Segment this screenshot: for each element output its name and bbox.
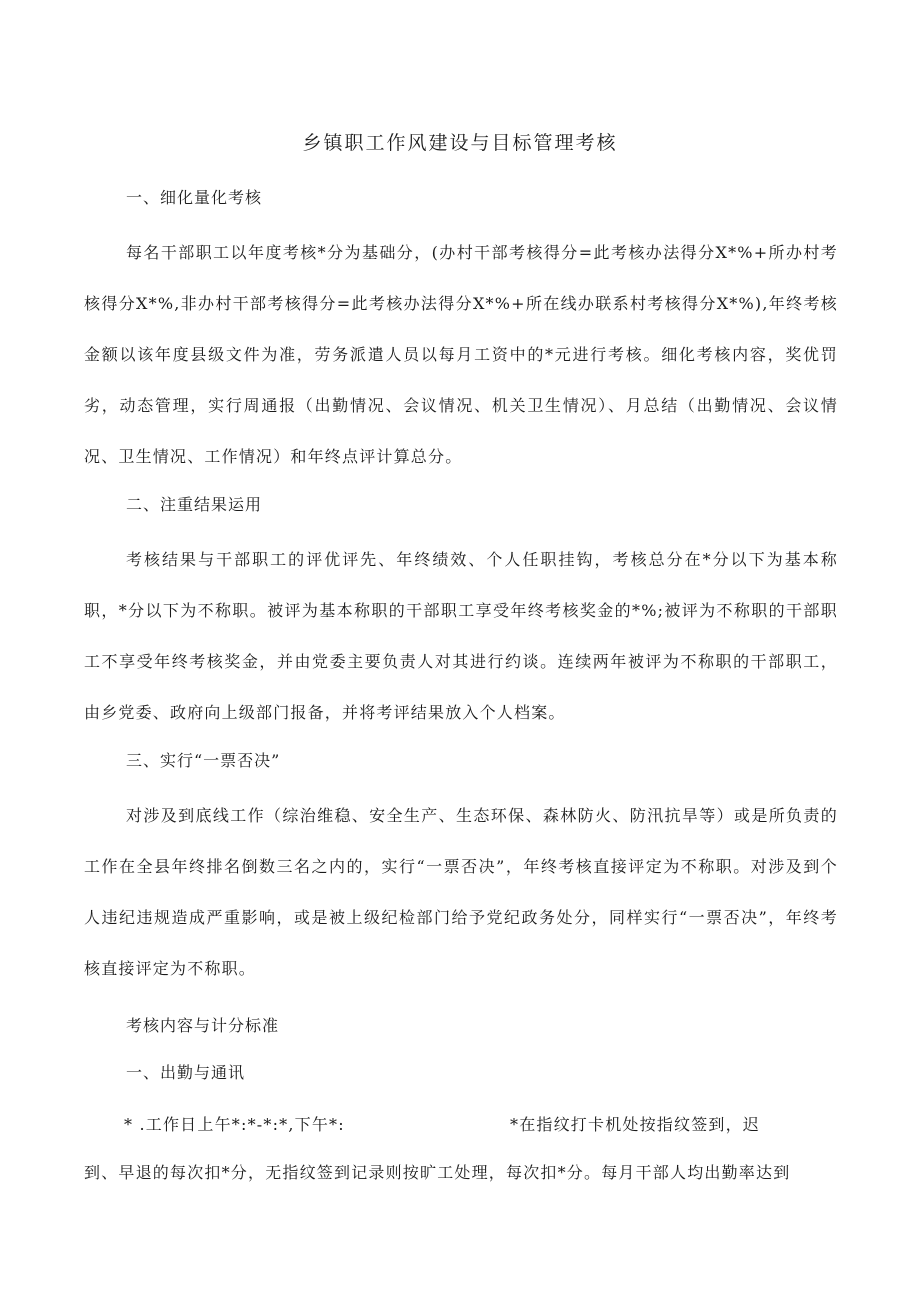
attendance-line-2: 到、早退的每次扣*分，无指纹签到记录则按旷工处理，每次扣*分。每月干部人均出勤率达到 [84,1163,791,1182]
section-paragraph-2: 考核结果与干部职工的评优评先、年终绩效、个人任职挂钩，考核总分在*分以下为基本称职，*分以下为不称职。被评为基本称职的干部职工享受年终考核奖金的*%;被评为不称职的干部职工不享受年终考核奖金，并由党委主要负责人对其进行约谈。连续两年被评为不称职的干部职工，由乡党委、政府向上级部门报备，并将考评结果放入个人档案。 [84,550,838,722]
attendance-line-1-left: * .工作日上午*:*-*:*,下午*: [124,1115,345,1134]
section-heading-1: 一、细化量化考核 [126,188,263,207]
attendance-line-1-right: *在指纹打卡机处按指纹签到，迟 [510,1115,761,1134]
section-paragraph-3: 对涉及到底线工作（综治维稳、安全生产、生态环保、森林防火、防汛抗旱等）或是所负责的工作在全县年终排名倒数三名之内的，实行“一票否决”，年终考核直接评定为不称职。对涉及到个人违纪违规造成严重影响，或是被上级纪检部门给予党纪政务处分，同样实行“一票否决”，年终考核直接评定为不称职。 [84,806,838,978]
attendance-heading: 一、出勤与通讯 [126,1063,246,1082]
section-heading-3: 三、实行“一票否决” [126,751,281,770]
standards-heading: 考核内容与计分标准 [126,1016,280,1035]
document-title: 乡镇职工作风建设与目标管理考核 [302,132,618,154]
section-heading-2: 二、注重结果运用 [126,495,263,514]
section-paragraph-1: 每名干部职工以年度考核*分为基础分，(办村干部考核得分=此考核办法得分X*%+所办村考核得分X*%,非办村干部考核得分=此考核办法得分X*%+所在线办联系村考核得分X*%),年终考核金额以该年度县级文件为准，劳务派遣人员以每月工资中的*元进行考核。细化考核内容，奖优罚劣，动态管理，实行周通报（出勤情况、会议情况、机关卫生情况）、月总结（出勤情况、会议情况、卫生情况、工作情况）和年终点评计算总分。 [84,243,838,466]
